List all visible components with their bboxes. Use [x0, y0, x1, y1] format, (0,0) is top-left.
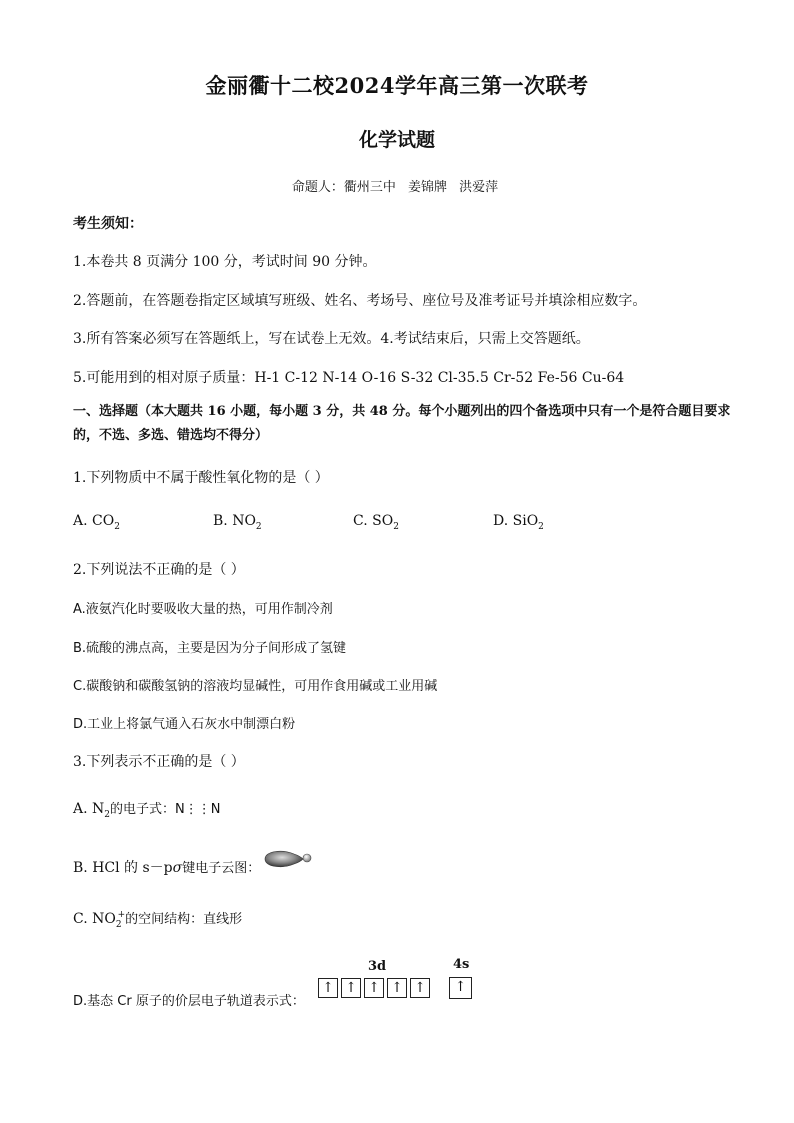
q1-option-a-sub: 2 — [114, 521, 120, 532]
notice-item-2: 2.答题前，在答题卷指定区域填写班级、姓名、考场号、座位号及准考证号并填涂相应数字。 — [73, 293, 647, 309]
q3-stem: 3.下列表示不正确的是（ ） — [73, 754, 245, 770]
authors-line — [0, 176, 794, 195]
notice-heading: 考生须知： — [73, 216, 143, 232]
q3-c-suffix: 的空间结构：直线形 — [125, 912, 243, 927]
q1-option-c-sub: 2 — [393, 521, 399, 532]
exam-subtitle: 化学试题 — [358, 129, 435, 151]
q3-option-d: D.基态 Cr 原子的价层电子轨道表示式： — [73, 994, 305, 1009]
q1-option-d-sub: 2 — [538, 521, 544, 532]
q3-a-electron-formula: N⋮⋮N — [175, 802, 221, 817]
q1-option-b — [213, 513, 262, 532]
notice-item-3: 3.所有答案必须写在答题纸上，写在试卷上无效。4.考试结束后，只需上交答题纸。 — [73, 331, 590, 347]
q1-option-a-text: A. CO — [73, 513, 115, 529]
q1-option-c-text: C. SO — [353, 513, 394, 529]
notice-item-4: 5.可能用到的相对原子质量：H-1 C-12 N-14 O-16 S-32 Cl-35.5 Cr-52 Fe-56 Cu-64 — [73, 370, 625, 386]
q3-a-prefix: A. N — [73, 801, 105, 817]
orbital-box-3d-5: ↑ — [410, 978, 430, 998]
notice-item-1: 1.本卷共 8 页满分 100 分，考试时间 90 分钟。 — [73, 254, 377, 270]
q3-option-b — [73, 857, 260, 877]
q1-options — [73, 513, 673, 535]
q3-c-prefix: C. NO — [73, 911, 116, 927]
q2-stem: 2.下列说法不正确的是（ ） — [73, 562, 245, 578]
section-heading: 一、选择题（本大题共 16 小题，每小题 3 分，共 48 分。每个小题列出的四个备选项中只有一个是符合题目要求的，不选、多选、错选均不得分） — [73, 404, 731, 443]
orbital-box-3d-3: ↑ — [364, 978, 384, 998]
q3-b-sigma: σ — [172, 860, 183, 876]
q1-option-a — [73, 513, 120, 532]
q2-option-d: D.工业上将氯气通入石灰水中制漂白粉 — [73, 717, 296, 732]
orbital-box-3d-4: ↑ — [387, 978, 407, 998]
q1-option-b-sub: 2 — [255, 521, 262, 532]
q1-stem: 1.下列物质中不属于酸性氧化物的是（ ） — [73, 470, 329, 486]
orbital-label-4s: 4s — [453, 957, 470, 972]
orbital-label-3d: 3d — [368, 959, 387, 974]
orbital-box-3d-2: ↑ — [341, 978, 361, 998]
author-name-2: 洪爱萍 — [459, 180, 499, 195]
q3-c-sub: 2 — [115, 919, 122, 930]
q3-a-sub: 2 — [104, 809, 110, 820]
q3-a-suffix: 的电子式： — [110, 802, 176, 817]
q1-option-b-text: B. NO — [213, 513, 256, 529]
q3-c-sup: + — [117, 910, 126, 921]
q1-option-c — [353, 513, 399, 532]
q1-option-d-text: D. SiO — [493, 513, 539, 529]
q3-option-c — [73, 908, 242, 930]
q3-option-a — [73, 798, 220, 820]
q2-option-b: B.硫酸的沸点高，主要是因为分子间形成了氢键 — [73, 641, 347, 656]
q3-b-suffix: 键电子云图： — [182, 861, 261, 876]
author-school: 衢州三中 — [343, 180, 396, 195]
q2-option-a: A.液氨汽化时要吸收大量的热，可用作制冷剂 — [73, 602, 333, 617]
q1-option-d — [493, 513, 544, 532]
exam-title: 金丽衢十二校2024学年高三第一次联考 — [205, 73, 589, 98]
author-name-1: 姜锦牌 — [408, 180, 448, 195]
q2-option-c: C.碳酸钠和碳酸氢钠的溶液均显碱性，可用作食用碱或工业用碱 — [73, 679, 438, 694]
authors-label: 命题人： — [291, 180, 344, 195]
orbital-box-4s: ↑ — [449, 977, 472, 999]
orbital-box-3d-1: ↑ — [318, 978, 338, 998]
q3-b-prefix: B. HCl 的 s－p — [73, 860, 173, 876]
electron-cloud-image — [262, 848, 314, 870]
